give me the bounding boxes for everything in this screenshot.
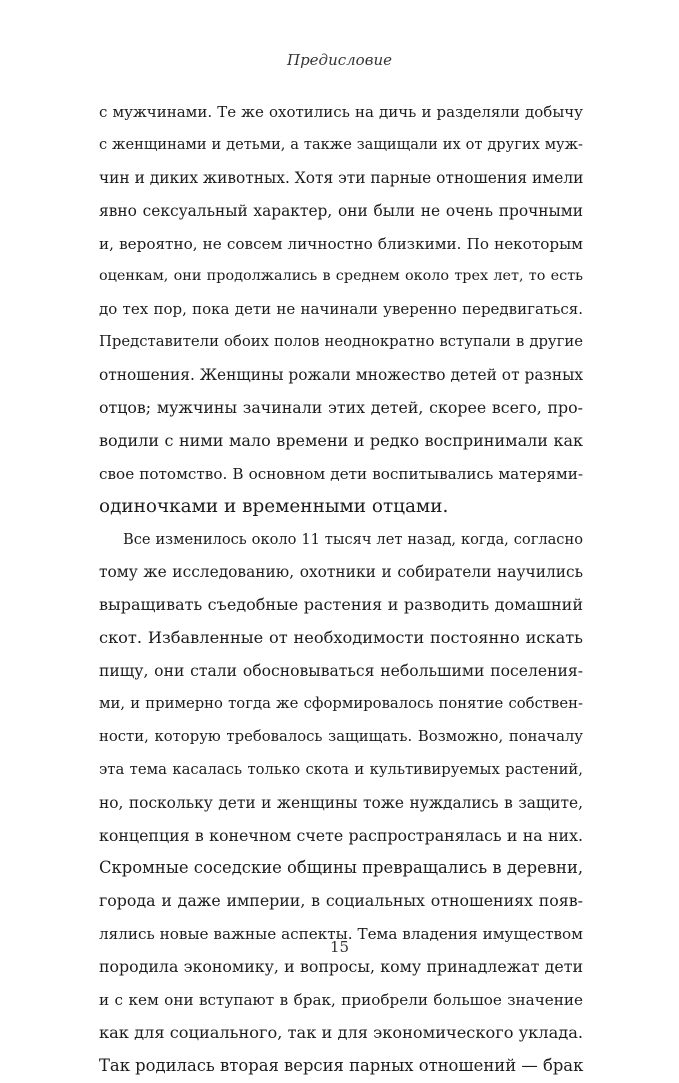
text-line: эта тема касалась только скота и культивируемых растений, [99,760,583,778]
text-line: породила экономику, и вопросы, кому принадлежат дети [99,957,583,977]
running-head: Предисловие [287,51,392,69]
text-line: но, поскольку дети и женщины тоже нуждались в защите, [99,793,583,812]
text-line: Скромные соседские общины превращались в деревни, [99,858,584,878]
text-line: с мужчинами. Те же охотились на дичь и разделяли добычу [99,103,583,121]
text-line: пищу, они стали обосновываться небольшими поселения- [99,662,583,681]
text-line: лялись новые важные аспекты. Тема владения имуществом [99,925,583,944]
text-line: с женщинами и детьми, а также защищали их от других муж- [99,135,583,153]
text-line: явно сексуальный характер, они были не очень прочными [99,201,583,220]
page-number: 15 [329,938,350,956]
text-line: тому же исследованию, охотники и собиратели научились [99,563,583,582]
paragraph-end-line: одиночками и временными отцами. [99,495,449,517]
text-line: водили с ними мало времени и редко воспринимали как [99,430,583,450]
text-line: как для социального, так и для экономического уклада. [99,1022,583,1042]
text-line: до тех пор, пока дети не начинали уверенно передвигаться. [99,300,583,319]
text-line: города и даже империи, в социальных отношениях появ- [99,891,583,911]
paragraph-start-line: Все изменилось около 11 тысяч лет назад, когда, согласно [123,530,583,548]
text-line: оценкам, они продолжались в среднем около трех лет, то есть [99,268,583,285]
body-text [99,96,583,1083]
text-line: свое потомство. В основном дети воспитывались матерями- [99,464,583,483]
text-line: Представители обоих полов неоднократно вступали в другие [99,333,583,351]
text-line: ми, и примерно тогда же сформировалось понятие собствен- [99,695,583,713]
text-line: чин и диких животных. Хотя эти парные отношения имели [99,168,584,187]
text-line: скот. Избавленные от необходимости постоянно искать [99,628,583,648]
text-line: отцов; мужчины зачинали этих детей, скорее всего, про- [99,398,583,418]
text-line: и с кем они вступают в брак, приобрели большое значение [99,991,583,1010]
text-line: и, вероятно, не совсем личностно близкими. По некоторым [99,234,583,253]
text-line: Так родилась вторая версия парных отношений — брак [99,1055,584,1075]
text-line: отношения. Женщины рожали множество детей от разных [99,366,584,385]
text-line: выращивать съедобные растения и разводить домашний [99,595,583,615]
text-line: концепция в конечном счете распространялась и на них. [99,825,583,845]
text-line: ности, которую требовалось защищать. Возможно, поначалу [99,727,583,745]
